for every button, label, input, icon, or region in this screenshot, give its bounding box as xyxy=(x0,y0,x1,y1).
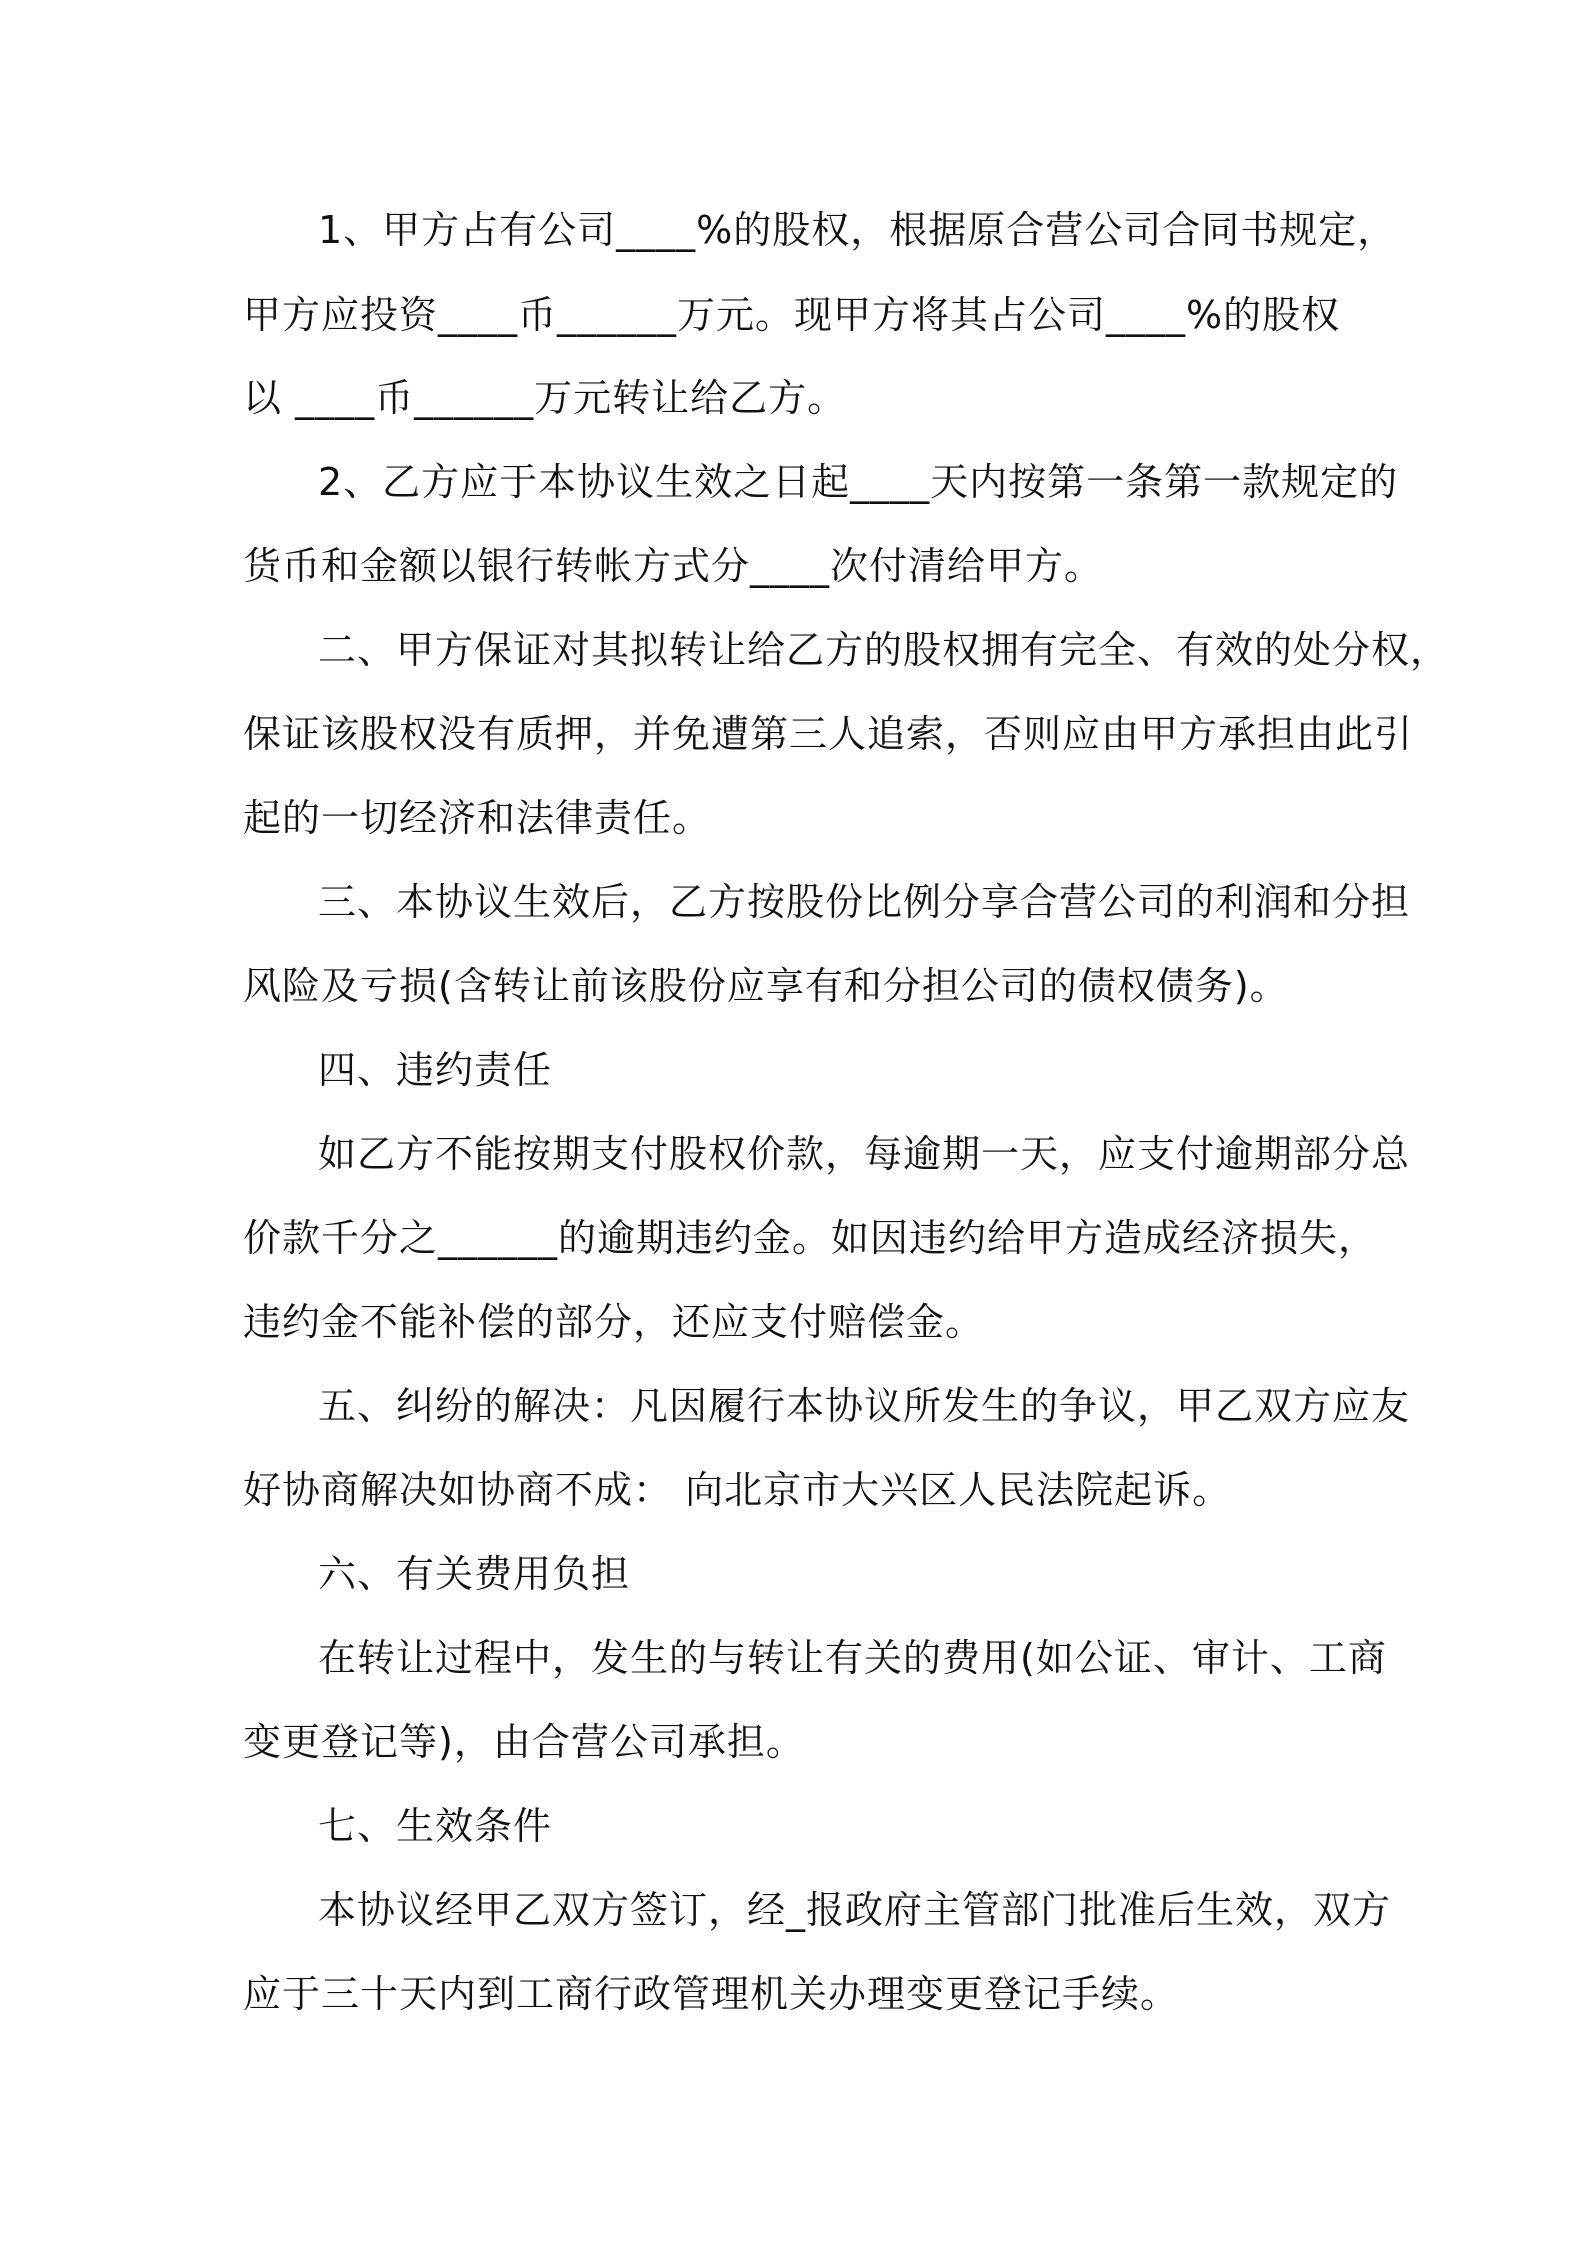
section-7-line-1: 本协议经甲乙双方签订，经_报政府主管部门批准后生效，双方 xyxy=(318,1888,1392,1932)
clause-2-line-2: 货币和金额以银行转帐方式分____次付清给甲方。 xyxy=(243,544,1104,588)
clause-2-line-1: 2、乙方应于本协议生效之日起____天内按第一条第一款规定的 xyxy=(318,460,1399,504)
section-6-heading: 六、有关费用负担 xyxy=(318,1552,631,1596)
clause-1-line-1: 1、甲方占有公司____%的股权，根据原合营公司合同书规定， xyxy=(318,208,1397,252)
section-5-line-2: 好协商解决如协商不成： 向北京市大兴区人民法院起诉。 xyxy=(243,1468,1232,1512)
section-2-line-3: 起的一切经济和法律责任。 xyxy=(243,796,712,840)
section-4-heading: 四、违约责任 xyxy=(318,1048,553,1092)
section-2-line-2: 保证该股权没有质押，并免遭第三人追索，否则应由甲方承担由此引 xyxy=(243,712,1414,756)
section-3-line-2: 风险及亏损(含转让前该股份应享有和分担公司的债权债务)。 xyxy=(243,964,1289,1008)
section-3-line-1: 三、本协议生效后，乙方按股份比例分享合营公司的利润和分担 xyxy=(318,880,1411,924)
section-7-line-2: 应于三十天内到工商行政管理机关办理变更登记手续。 xyxy=(243,1972,1180,2016)
section-4-line-2: 价款千分之______的逾期违约金。如因违约给甲方造成经济损失， xyxy=(243,1216,1378,1260)
section-6-line-1: 在转让过程中，发生的与转让有关的费用(如公证、审计、工商 xyxy=(318,1636,1387,1680)
section-4-line-3: 违约金不能补偿的部分，还应支付赔偿金。 xyxy=(243,1300,985,1344)
section-7-heading: 七、生效条件 xyxy=(318,1804,553,1848)
clause-1-line-3: 以 ____币______万元转让给乙方。 xyxy=(243,376,847,420)
section-4-line-1: 如乙方不能按期支付股权价款，每逾期一天，应支付逾期部分总 xyxy=(318,1132,1411,1176)
clause-1-line-2: 甲方应投资____币______万元。现甲方将其占公司____%的股权 xyxy=(243,293,1341,337)
section-2-line-1: 二、甲方保证对其拟转让给乙方的股权拥有完全、有效的处分权， xyxy=(318,628,1450,672)
section-6-line-2: 变更登记等)，由合营公司承担。 xyxy=(243,1720,805,1764)
section-5-line-1: 五、纠纷的解决：凡因履行本协议所发生的争议，甲乙双方应友 xyxy=(318,1384,1411,1428)
